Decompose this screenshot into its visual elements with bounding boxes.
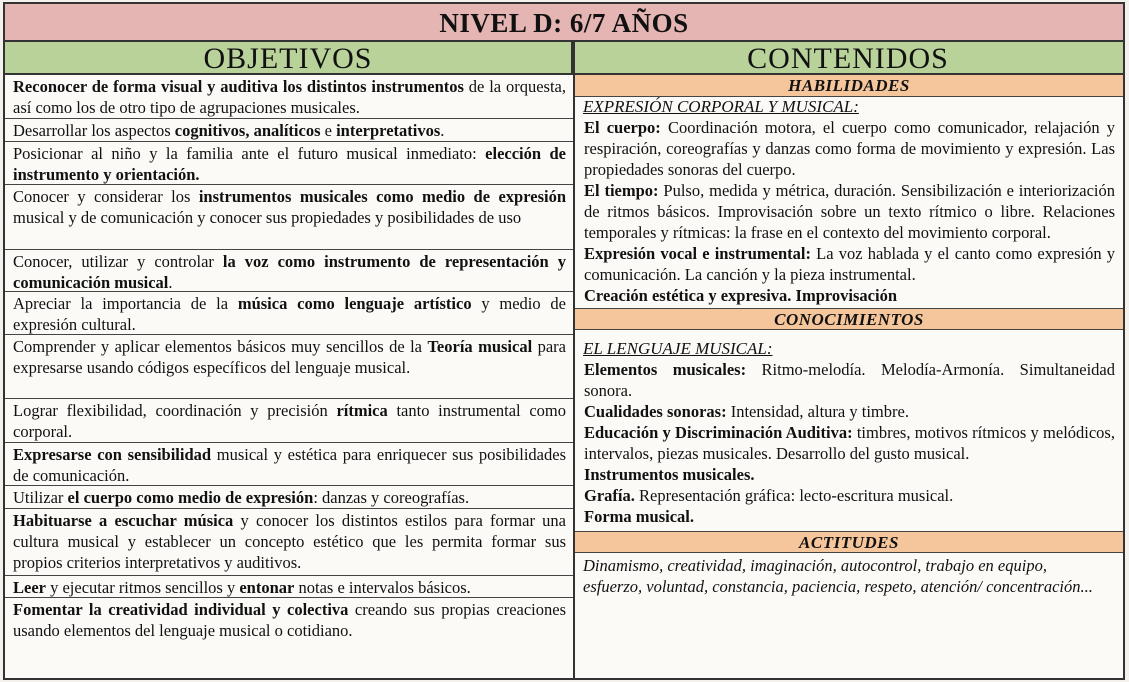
bold-text: música como lenguaje artístico xyxy=(237,294,472,313)
contenidos-header: CONTENIDOS xyxy=(573,42,1123,75)
conocimiento-item xyxy=(575,359,1123,401)
text: notas e intervalos básicos. xyxy=(294,578,471,597)
bold-text: Instrumentos musicales. xyxy=(584,465,755,484)
habilidad-item xyxy=(575,285,1123,308)
habilidad-item xyxy=(575,180,1123,243)
actitudes-heading: ACTITUDES xyxy=(575,531,1123,553)
objetivos-header: OBJETIVOS xyxy=(5,42,573,75)
bold-text: Expresarse con sensibilidad xyxy=(13,445,212,464)
text: de la orquesta, así como los de otro tipo de agrupaciones musicales. xyxy=(13,77,566,117)
text: Posicionar al niño y la familia ante el futuro musical inmediato: xyxy=(13,144,486,163)
bold-text: Reconocer de forma visual y auditiva los distintos instrumentos xyxy=(13,77,464,96)
text: : danzas y coreografías. xyxy=(313,488,470,507)
text: y medio de expresión cultural. xyxy=(13,294,567,334)
text: y ejecutar ritmos sencillos y xyxy=(45,578,240,597)
page-title: NIVEL D: 6/7 AÑOS xyxy=(5,4,1123,42)
actitudes-text: Dinamismo, creatividad, imaginación, autocontrol, trabajo en equipo, esfuerzo, voluntad, constancia, paciencia, respeto, atención/ concentración... xyxy=(583,556,1093,596)
bold-text: El tiempo: xyxy=(584,181,659,200)
bold-text: el cuerpo como medio de expresión xyxy=(67,488,314,507)
text: Conocer y considerar los xyxy=(13,187,199,206)
text: . xyxy=(168,273,173,292)
habilidades-heading: HABILIDADES xyxy=(575,75,1123,97)
text: Comprender y aplicar elementos básicos muy sencillos de la xyxy=(13,337,428,356)
curriculum-table xyxy=(3,2,1125,680)
bold-text: Educación y Discriminación Auditiva: xyxy=(584,423,853,442)
text: musical y de comunicación y conocer sus propiedades y posibilidades de uso xyxy=(13,208,522,227)
objetivo-row xyxy=(5,576,573,598)
bold-text: Creación estética y expresiva. Improvisación xyxy=(584,286,898,305)
text: musical y estética para enriquecer sus posibilidades de comunicación. xyxy=(13,445,566,485)
objetivo-row xyxy=(5,509,573,576)
objetivo-row xyxy=(5,75,573,119)
text: y conocer los distintos estilos para formar una cultura musical y establecer un concepto estético que les permita formar sus propios criterios interpretativos y auditivos. xyxy=(13,511,566,572)
conocimientos-heading: CONOCIMIENTOS xyxy=(575,308,1123,330)
bold-text: rítmica xyxy=(336,401,388,420)
text: Representación gráfica: lecto-escritura musical. xyxy=(634,486,954,505)
text: creando sus propias creaciones usando elementos del lenguaje musical o cotidiano. xyxy=(13,600,566,640)
bold-text: Elementos musicales: xyxy=(584,360,747,379)
conocimiento-item xyxy=(575,464,1123,485)
bold-text: Cualidades sonoras: xyxy=(584,402,727,421)
text: Utilizar xyxy=(13,488,68,507)
text: e xyxy=(320,121,337,140)
objetivo-row xyxy=(5,486,573,509)
text: Ritmo-melodía. Melodía-Armonía. Simultaneidad sonora. xyxy=(584,360,1115,400)
bold-text: elección de instrumento y orientación. xyxy=(13,144,566,184)
text: Intensidad, altura y timbre. xyxy=(726,402,909,421)
objetivo-row xyxy=(5,119,573,142)
objetivo-row xyxy=(5,250,573,292)
conocimiento-item xyxy=(575,422,1123,464)
objetivo-row xyxy=(5,142,573,185)
text: timbres, motivos rítmicos y melódicos, intervalos, piezas musicales. Desarrollo del gusto musical. xyxy=(584,423,1115,463)
bold-text: Habituarse a escuchar música xyxy=(13,511,234,530)
habilidades-subheading: EXPRESIÓN CORPORAL Y MUSICAL: xyxy=(583,97,859,116)
text: Coordinación motora, el cuerpo como comunicador, relajación y respiración, coreografías y danzas como forma de movimiento y expresión. Las propiedades sonoras del cuerpo. xyxy=(584,118,1115,179)
bold-text: la voz como instrumento de representación y comunicación musical xyxy=(13,252,566,292)
conocimiento-item xyxy=(575,401,1123,422)
text: La voz hablada y el canto como expresión y comunicación. La canción y la pieza instrumental. xyxy=(584,244,1115,284)
bold-text: interpretativos xyxy=(336,121,441,140)
text: Desarrollar los aspectos xyxy=(13,121,175,140)
conocimiento-item xyxy=(575,485,1123,506)
text: para expresarse usando códigos específicos del lenguaje musical. xyxy=(13,337,566,377)
text: Pulso, medida y métrica, duración. Sensibilización e interiorización de ritmos básicos. Improvisación sobre un texto rítmico o libre. Relaciones temporales y rítmicas: la frase en el contexto del movimiento corporal. xyxy=(584,181,1115,242)
objetivo-row xyxy=(5,598,573,646)
bold-text: Forma musical. xyxy=(584,507,694,526)
conocimientos-subheading: EL LENGUAJE MUSICAL: xyxy=(583,339,773,358)
habilidad-item xyxy=(575,117,1123,180)
conocimiento-item xyxy=(575,506,1123,531)
objetivo-row xyxy=(5,185,573,250)
text: Conocer, utilizar y controlar xyxy=(13,252,223,271)
bold-text: Teoría musical xyxy=(427,337,533,356)
text: . xyxy=(440,121,445,140)
objetivos-column xyxy=(5,75,573,646)
bold-text: instrumentos musicales como medio de expresión xyxy=(198,187,567,206)
text: Apreciar la importancia de la xyxy=(13,294,238,313)
objetivo-row xyxy=(5,399,573,443)
bold-text: Expresión vocal e instrumental: xyxy=(584,244,811,263)
text: tanto instrumental como corporal. xyxy=(13,401,566,441)
objetivo-row xyxy=(5,335,573,399)
bold-text: entonar xyxy=(239,578,295,597)
objetivo-row xyxy=(5,292,573,335)
text: Lograr flexibilidad, coordinación y precisión xyxy=(13,401,337,420)
habilidad-item xyxy=(575,243,1123,285)
objetivo-row xyxy=(5,443,573,486)
bold-text: El cuerpo: xyxy=(584,118,661,137)
bold-text: Fomentar la creatividad individual y colectiva xyxy=(13,600,349,619)
bold-text: cognitivos, analíticos xyxy=(174,121,321,140)
bold-text: Leer xyxy=(13,578,46,597)
bold-text: Grafía. xyxy=(584,486,635,505)
contenidos-column xyxy=(575,75,1123,597)
